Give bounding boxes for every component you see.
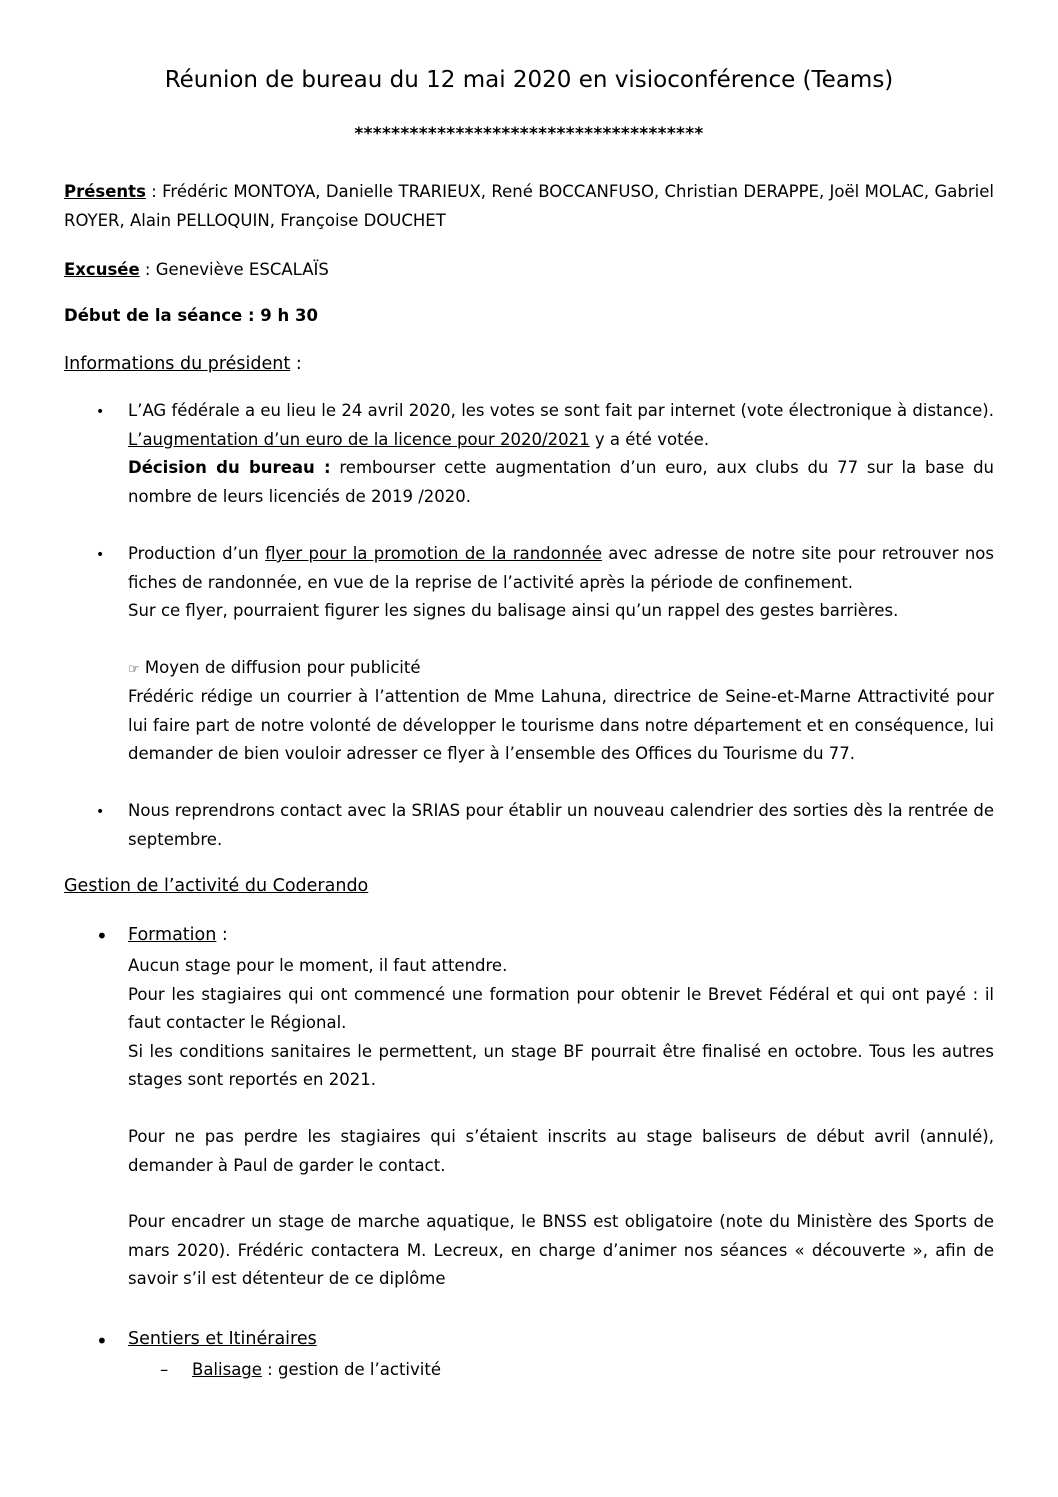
flyer-text-b: avec adresse de notre site pour retrouver nos fiches de randonnée, en vue de la reprise de l’activité après la période de confinement. (128, 544, 994, 592)
pointing-hand-icon: ☞ (128, 662, 140, 677)
formation-body (128, 952, 994, 1095)
flyer-letter-paragraph: Frédéric rédige un courrier à l’attention de Mme Lahuna, directrice de Seine-et-Marne Attractivité pour lui faire part de notre volonté de développer le tourisme dans notre département et en conséquence, lui demander de bien vouloir adresser ce flyer à l’ensemble des Offices du Tourisme du 77. (128, 687, 994, 763)
attendees-label: Présents (64, 182, 146, 201)
bullet-icon (96, 805, 106, 815)
formation-p4: Pour ne pas perdre les stagiaires qui s’étaient inscrits au stage baliseurs de début avril (annulé), demander à Paul de garder le contact. (128, 1127, 994, 1175)
formation-p2: Pour les stagiaires qui ont commencé une formation pour obtenir le Brevet Fédéral et qui ont payé : il faut contacter le Régional. (128, 984, 994, 1032)
bullet-icon (96, 405, 106, 415)
attendees-paragraph (64, 178, 994, 235)
excused-paragraph (64, 256, 994, 285)
president-item-flyer (128, 540, 994, 626)
president-item-srias: Nous reprendrons contact avec la SRIAS pour établir un nouveau calendrier des sorties dès la rentrée de septembre. (128, 801, 994, 849)
attendees-colon: : (145, 182, 163, 201)
document-title: Réunion de bureau du 12 mai 2020 en visioconférence (Teams) (164, 67, 894, 93)
formation-p3: Si les conditions sanitaires le permettent, un stage BF pourrait être finalisé en octobre. Tous les autres stages sont reportés en 2021. (128, 1041, 994, 1089)
section-coderando-heading (64, 872, 994, 901)
section-president-heading (64, 350, 994, 379)
section-president-colon: : (290, 354, 302, 374)
sentiers-label: Sentiers et Itinéraires (128, 1329, 317, 1349)
formation-p5: Pour encadrer un stage de marche aquatique, le BNSS est obligatoire (note du Ministère des Sports de mars 2020). Frédéric contactera M. Lecreux, en charge d’animer nos séances « découverte », afin de savoir s’il est détenteur de ce diplôme (128, 1212, 994, 1288)
bullet-icon (96, 548, 106, 558)
balisage-label: Balisage (192, 1360, 262, 1379)
flyer-text-c: Sur ce flyer, pourraient figurer les signes du balisage ainsi qu’un rappel des gestes barrières. (128, 601, 899, 620)
attendees-names: Frédéric MONTOYA, Danielle TRARIEUX, René BOCCANFUSO, Christian DERAPPE, Joël MOLAC, Gabriel ROYER, Alain PELLOQUIN, Françoise DOUCHET (64, 182, 994, 230)
flyer-promotion: flyer pour la promotion de la randonnée (265, 544, 602, 563)
balisage-item (192, 1356, 441, 1385)
ag-text-b: y a été votée. (589, 429, 710, 449)
section-coderando-title: Gestion de l’activité du Coderando (64, 876, 369, 896)
ag-license-increase: L’augmentation d’un euro de la licence pour 2020/2021 (128, 429, 590, 449)
decision-text: rembourser cette augmentation d’un euro, aux clubs du 77 sur la base du nombre de leurs licenciés de 2019 /2020. (128, 458, 995, 506)
formation-heading (128, 921, 994, 950)
session-start: Début de la séance : 9 h 30 (64, 306, 318, 325)
ag-text-a: L’AG fédérale a eu lieu le 24 avril 2020, les votes se sont fait par internet (vote électronique à distance). (128, 401, 994, 420)
dash-bullet: – (160, 1360, 169, 1379)
bullet-icon (96, 1331, 106, 1341)
formation-label: Formation (128, 925, 217, 945)
title-separator: ************************************** (354, 124, 704, 144)
president-item-ag (128, 397, 994, 511)
flyer-text-a: Production d’un (128, 544, 266, 563)
formation-colon: : (216, 925, 228, 945)
balisage-text: : gestion de l’activité (261, 1360, 441, 1379)
diffusion-line (128, 654, 994, 685)
diffusion-label: Moyen de diffusion pour publicité (144, 658, 421, 677)
sentiers-heading (128, 1325, 994, 1354)
formation-p1: Aucun stage pour le moment, il faut attendre. (128, 956, 508, 975)
bullet-icon (96, 926, 106, 936)
balisage-line (160, 1356, 441, 1385)
section-president-title: Informations du président (64, 354, 291, 374)
excused-label: Excusée (64, 260, 140, 279)
decision-label: Décision du bureau : (128, 458, 331, 477)
excused-colon: : (139, 260, 156, 279)
decision-line (128, 454, 994, 511)
excused-names: Geneviève ESCALAÏS (155, 260, 329, 279)
